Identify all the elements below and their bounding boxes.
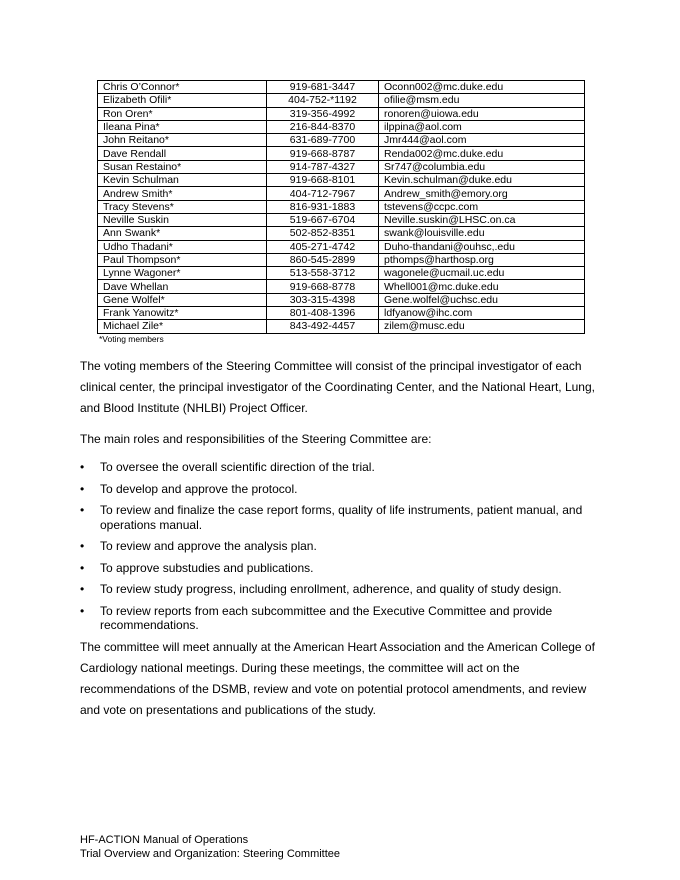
bullet-icon: • <box>80 560 85 575</box>
member-phone: 631-689-7700 <box>267 134 379 147</box>
bullet-icon: • <box>80 582 85 596</box>
paragraph-voting-members: The voting members of the Steering Committee will consist of the principal investigator of each clinical center, the principal investigator of the Coordinating Center, and the National Heart, Lung, and Blood Institute (NHLBI) Project Officer. <box>80 359 595 415</box>
member-email: pthomps@harthosp.org <box>379 253 585 266</box>
member-name: John Reitano* <box>98 134 267 147</box>
roles-list <box>80 460 600 633</box>
member-email: ofilie@msm.edu <box>379 94 585 107</box>
list-item <box>80 604 600 633</box>
member-name: Dave Whellan <box>98 280 267 293</box>
table-row <box>98 240 585 253</box>
member-phone: 801-408-1396 <box>267 307 379 320</box>
member-name: Paul Thompson* <box>98 253 267 266</box>
table-row <box>98 107 585 120</box>
list-item <box>80 539 600 554</box>
member-email: Whell001@mc.duke.edu <box>379 280 585 293</box>
list-item <box>80 482 600 497</box>
table-row <box>98 267 585 280</box>
bullet-icon: • <box>80 460 85 474</box>
member-name: Andrew Smith* <box>98 187 267 200</box>
document-body <box>80 356 600 731</box>
list-item-text: To develop and approve the protocol. <box>100 481 298 496</box>
table-row <box>98 307 585 320</box>
member-phone: 919-668-8101 <box>267 174 379 187</box>
member-email: Oconn002@mc.duke.edu <box>379 81 585 94</box>
list-item <box>80 460 600 475</box>
table-row <box>98 293 585 306</box>
member-phone: 404-712-7967 <box>267 187 379 200</box>
table-row <box>98 174 585 187</box>
member-phone: 502-852-8351 <box>267 227 379 240</box>
member-phone: 513-558-3712 <box>267 267 379 280</box>
member-name: Dave Rendall <box>98 147 267 160</box>
member-phone: 919-681-3447 <box>267 81 379 94</box>
member-email: Gene.wolfel@uchsc.edu <box>379 293 585 306</box>
table-row <box>98 147 585 160</box>
table-row <box>98 187 585 200</box>
list-item-text: To oversee the overall scientific direction of the trial. <box>100 460 375 474</box>
member-email: Kevin.schulman@duke.edu <box>379 174 585 187</box>
list-item-text: To approve substudies and publications. <box>100 560 314 575</box>
member-name: Frank Yanowitz* <box>98 307 267 320</box>
list-item <box>80 582 600 597</box>
table-row <box>98 253 585 266</box>
member-name: Ann Swank* <box>98 227 267 240</box>
table-row <box>98 213 585 226</box>
member-phone: 319-356-4992 <box>267 107 379 120</box>
bullet-icon: • <box>80 539 85 553</box>
member-name: Kevin Schulman <box>98 174 267 187</box>
member-email: Andrew_smith@emory.org <box>379 187 585 200</box>
table-row <box>98 200 585 213</box>
table-row <box>98 280 585 293</box>
member-phone: 919-668-8787 <box>267 147 379 160</box>
member-phone: 914-787-4327 <box>267 160 379 173</box>
steering-committee-table <box>97 80 585 334</box>
table-row <box>98 227 585 240</box>
member-phone: 519-667-6704 <box>267 213 379 226</box>
page-footer <box>80 833 340 861</box>
member-name: Tracy Stevens* <box>98 200 267 213</box>
member-phone: 919-668-8778 <box>267 280 379 293</box>
member-email: ilppina@aol.com <box>379 120 585 133</box>
bullet-icon: • <box>80 603 85 618</box>
member-name: Lynne Wagoner* <box>98 267 267 280</box>
member-phone: 405-271-4742 <box>267 240 379 253</box>
list-item <box>80 503 600 532</box>
member-name: Ileana Pina* <box>98 120 267 133</box>
member-email: Sr747@columbia.edu <box>379 160 585 173</box>
list-item-text: To review study progress, including enrollment, adherence, and quality of study design. <box>100 582 562 596</box>
table-footnote: *Voting members <box>99 334 164 344</box>
member-email: ldfyanow@ihc.com <box>379 307 585 320</box>
bullet-icon: • <box>80 503 85 517</box>
member-phone: 303-315-4398 <box>267 293 379 306</box>
member-email: ronoren@uiowa.edu <box>379 107 585 120</box>
table-row <box>98 320 585 333</box>
table-row <box>98 94 585 107</box>
list-item-text: To review and finalize the case report forms, quality of life instruments, patient manual, and operations manual. <box>100 503 583 532</box>
member-email: Jmr444@aol.com <box>379 134 585 147</box>
member-name: Elizabeth Ofili* <box>98 94 267 107</box>
member-phone: 216-844-8370 <box>267 120 379 133</box>
member-email: tstevens@ccpc.com <box>379 200 585 213</box>
member-phone: 860-545-2899 <box>267 253 379 266</box>
member-name: Michael Zile* <box>98 320 267 333</box>
list-item <box>80 561 600 576</box>
table-row <box>98 120 585 133</box>
paragraph-roles-intro: The main roles and responsibilities of the Steering Committee are: <box>80 432 432 446</box>
list-item-text: To review reports from each subcommittee and the Executive Committee and provide recommendations. <box>100 603 553 632</box>
footer-title: HF-ACTION Manual of Operations <box>80 834 249 846</box>
table-row <box>98 134 585 147</box>
member-name: Ron Oren* <box>98 107 267 120</box>
paragraph-meetings: The committee will meet annually at the American Heart Association and the American College of Cardiology national meetings. During these meetings, the committee will act on the recommendations of the DSMB, review and vote on potential protocol amendments, and review and vote on presentations and publications of the study. <box>80 639 595 717</box>
member-email: wagonele@ucmail.uc.edu <box>379 267 585 280</box>
list-item-text: To review and approve the analysis plan. <box>100 539 317 553</box>
member-name: Chris O’Connor* <box>98 81 267 94</box>
table-row <box>98 81 585 94</box>
member-email: Neville.suskin@LHSC.on.ca <box>379 213 585 226</box>
bullet-icon: • <box>80 481 85 496</box>
member-name: Gene Wolfel* <box>98 293 267 306</box>
member-name: Susan Restaino* <box>98 160 267 173</box>
footer-section: Trial Overview and Organization: Steering Committee <box>80 848 341 860</box>
member-email: swank@louisville.edu <box>379 227 585 240</box>
member-phone: 404-752-*1192 <box>267 94 379 107</box>
member-name: Udho Thadani* <box>98 240 267 253</box>
member-email: zilem@musc.edu <box>379 320 585 333</box>
member-phone: 843-492-4457 <box>267 320 379 333</box>
table-row <box>98 160 585 173</box>
member-email: Duho-thandani@ouhsc,.edu <box>379 240 585 253</box>
member-phone: 816-931-1883 <box>267 200 379 213</box>
member-email: Renda002@mc.duke.edu <box>379 147 585 160</box>
member-name: Neville Suskin <box>98 213 267 226</box>
